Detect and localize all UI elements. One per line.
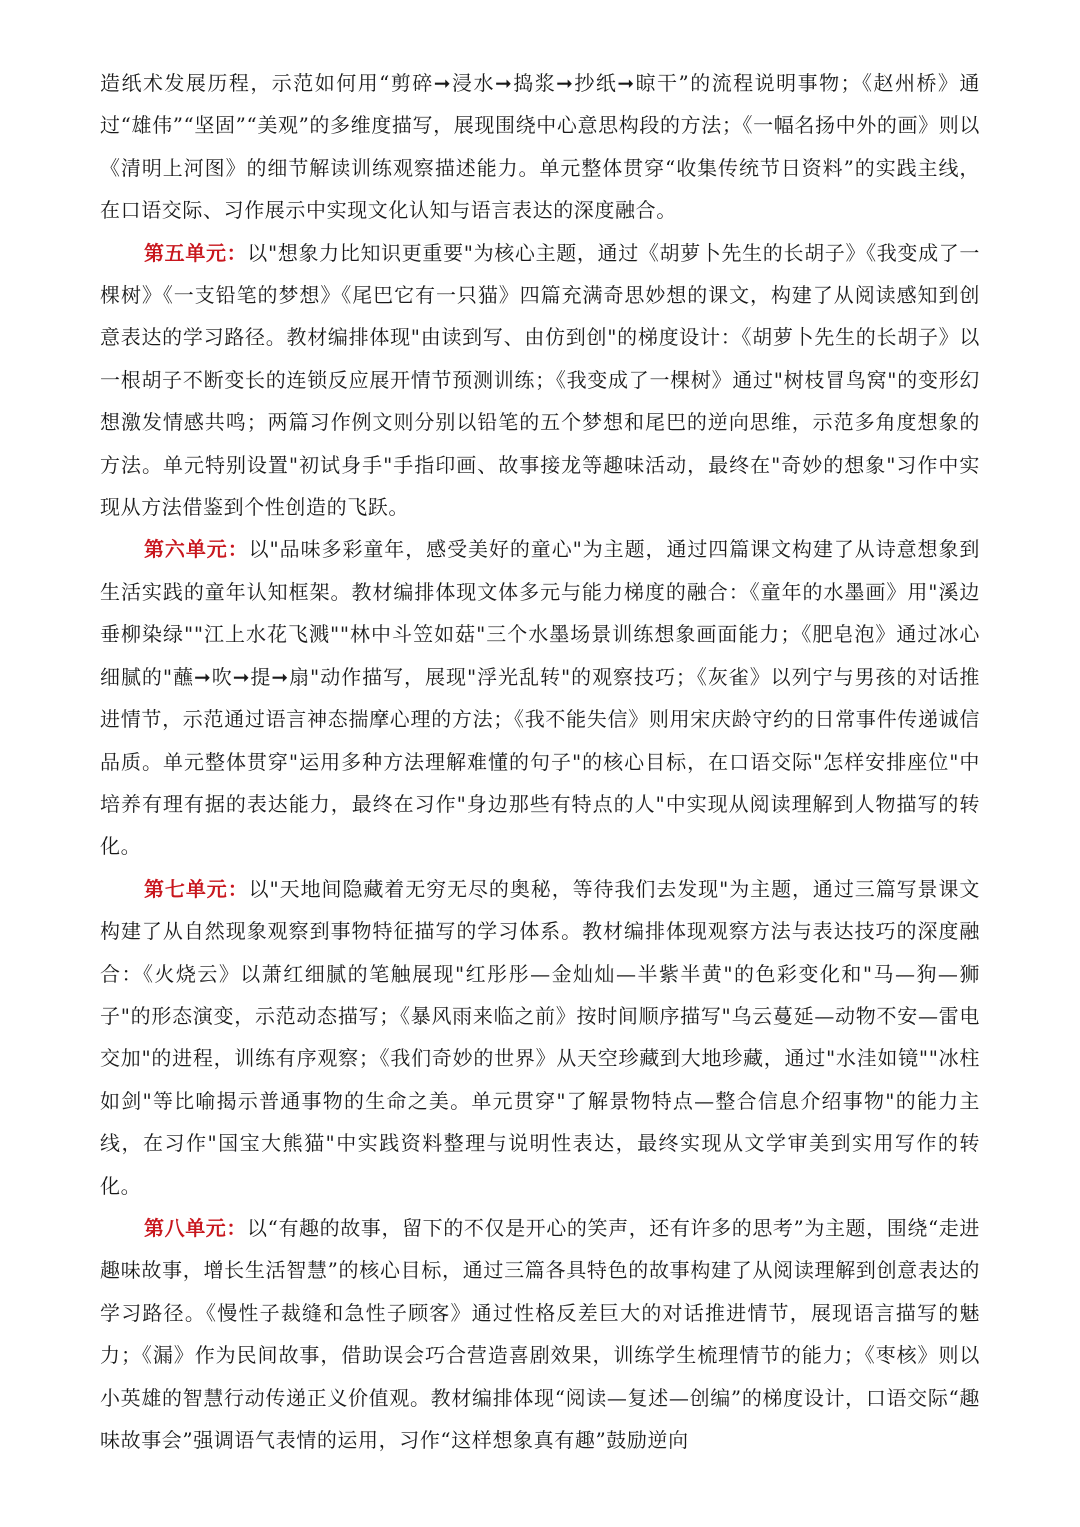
paragraph-unit-8 [100,1207,980,1461]
unit-7-heading: 第七单元： [144,876,249,901]
paragraph-text: 以"品味多彩童年，感受美好的童心"为主题，通过四篇课文构建了从诗意想象到生活实践的童年认知框架。教材编排体现文体多元与能力梯度的融合：《童年的水墨画》用"溪边垂柳染绿""江上水花飞溅""林中斗笠如菇"三个水墨场景训练想象画面能力；《肥皂泡》通过冰心细腻的"蘸➞吹➞提➞扇"动作描写，展现"浮光乱转"的观察技巧；《灰雀》以列宁与男孩的对话推进情节，示范通过语言神态揣摩心理的方法；《我不能失信》则用宋庆龄守约的日常事件传递诚信品质。单元整体贯穿"运用多种方法理解难懂的句子"的核心目标，在口语交际"怎样安排座位"中培养有理有据的表达能力，最终在习作"身边那些有特点的人"中实现从阅读理解到人物描写的转化。 [100,537,980,859]
paragraph-text: 以"想象力比知识更重要"为核心主题，通过《胡萝卜先生的长胡子》《我变成了一棵树》《一支铅笔的梦想》《尾巴它有一只猫》四篇充满奇思妙想的课文，构建了从阅读感知到创意表达的学习路径。教材编排体现"由读到写、由仿到创"的梯度设计：《胡萝卜先生的长胡子》以一根胡子不断变长的连锁反应展开情节预测训练；《我变成了一棵树》通过"树枝冒鸟窝"的变形幻想激发情感共鸣；两篇习作例文则分别以铅笔的五个梦想和尾巴的逆向思维，示范多角度想象的方法。单元特别设置"初试身手"手指印画、故事接龙等趣味活动，最终在"奇妙的想象"习作中实现从方法借鉴到个性创造的飞跃。 [100,240,980,520]
paragraph-unit-4-continued [100,62,980,232]
paragraph-unit-5 [100,232,980,529]
paragraph-unit-7 [100,868,980,1207]
paragraph-text: 以“有趣的故事，留下的不仅是开心的笑声，还有许多的思考”为主题，围绕“走进趣味故事，增长生活智慧”的核心目标，通过三篇各具特色的故事构建了从阅读理解到创意表达的学习路径。《慢性子裁缝和急性子顾客》通过性格反差巨大的对话推进情节，展现语言描写的魅力；《漏》作为民间故事，借助误会巧合营造喜剧效果，训练学生梳理情节的能力；《枣核》则以小英雄的智慧行动传递正义价值观。教材编排体现“阅读—复述—创编”的梯度设计，口语交际“趣味故事会”强调语气表情的运用，习作“这样想象真有趣”鼓励逆向 [100,1215,980,1452]
unit-5-heading: 第五单元： [144,240,248,265]
paragraph-text: 造纸术发展历程，示范如何用“剪碎➞浸水➞捣浆➞抄纸➞晾干”的流程说明事物；《赵州桥》通过“雄伟”“坚固”“美观”的多维度描写，展现围绕中心意思构段的方法；《一幅名扬中外的画》则以《清明上河图》的细节解读训练观察描述能力。单元整体贯穿“收集传统节日资料”的实践主线，在口语交际、习作展示中实现文化认知与语言表达的深度融合。 [100,71,980,223]
paragraph-text: 以"天地间隐藏着无穷无尽的奥秘，等待我们去发现"为主题，通过三篇写景课文构建了从自然现象观察到事物特征描写的学习体系。教材编排体现观察方法与表达技巧的深度融合：《火烧云》以萧红细腻的笔触展现"红彤彤—金灿灿—半紫半黄"的色彩变化和"马—狗—狮子"的形态演变，示范动态描写；《暴风雨来临之前》按时间顺序描写"乌云蔓延—动物不安—雷电交加"的进程，训练有序观察；《我们奇妙的世界》从天空珍藏到大地珍藏，通过"水洼如镜""冰柱如剑"等比喻揭示普通事物的生命之美。单元贯穿"了解景物特点—整合信息介绍事物"的能力主线，在习作"国宝大熊猫"中实践资料整理与说明性表达，最终实现从文学审美到实用写作的转化。 [100,876,980,1198]
document-body [100,62,980,1461]
unit-8-heading: 第八单元： [144,1215,248,1240]
paragraph-unit-6 [100,528,980,867]
unit-6-heading: 第六单元： [144,537,249,562]
